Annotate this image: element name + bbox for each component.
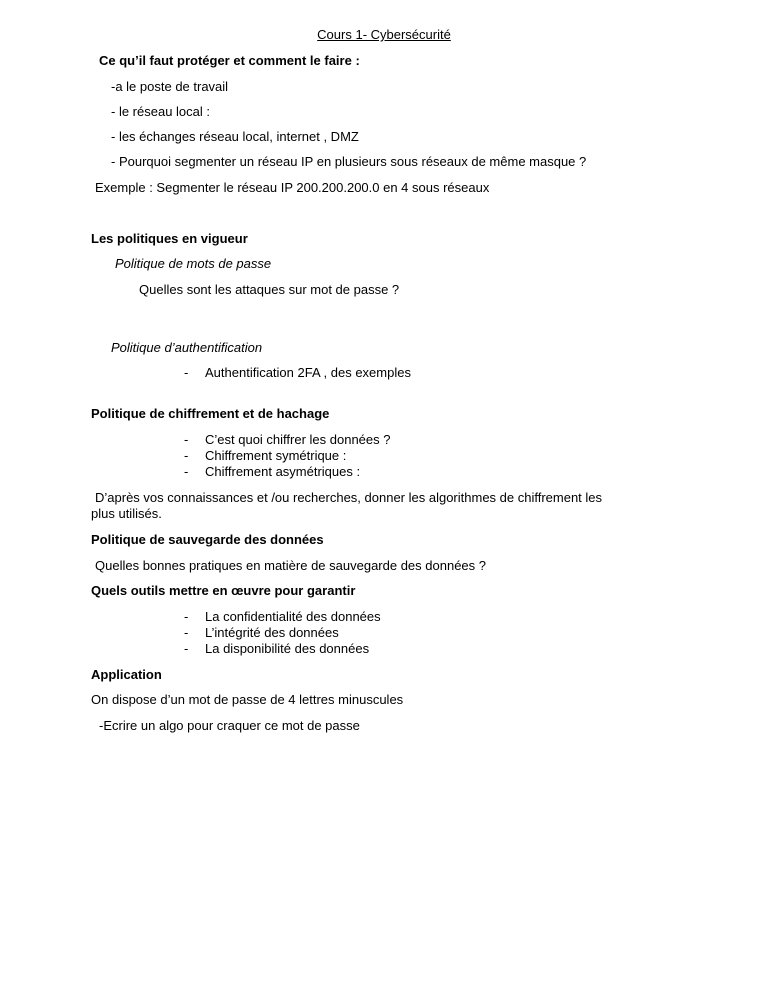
application-text: On dispose d’un mot de passe de 4 lettres minuscules xyxy=(91,692,404,707)
list-item-encrypt-question: C’est quoi chiffrer les données ? xyxy=(205,432,391,447)
list-dash: - xyxy=(184,625,189,640)
list-item-local-network: - le réseau local : xyxy=(111,104,210,119)
section-heading-tools: Quels outils mettre en œuvre pour garantir xyxy=(91,583,356,598)
list-dash: - xyxy=(184,641,189,656)
list-item-workstation: -a le poste de travail xyxy=(111,79,229,94)
list-item-integrity: L’intégrité des données xyxy=(205,625,339,640)
list-item-asymmetric: Chiffrement asymétriques : xyxy=(205,464,361,479)
section-heading-backup: Politique de sauvegarde des données xyxy=(91,532,324,547)
section-heading-protect: Ce qu’il faut protéger et comment le faire : xyxy=(99,53,360,68)
backup-question: Quelles bonnes pratiques en matière de sauvegarde des données ? xyxy=(95,558,486,573)
list-item-2fa: Authentification 2FA , des exemples xyxy=(205,365,411,380)
paragraph-algorithms-line1: D’après vos connaissances et /ou recherches, donner les algorithmes de chiffrement les xyxy=(95,490,603,505)
section-heading-application: Application xyxy=(91,667,162,682)
section-heading-encryption: Politique de chiffrement et de hachage xyxy=(91,406,330,421)
subheading-auth-policy: Politique d’authentification xyxy=(111,340,263,355)
list-item-exchanges: - les échanges réseau local, internet , DMZ xyxy=(111,129,359,144)
password-attacks-question: Quelles sont les attaques sur mot de passe ? xyxy=(139,282,400,297)
list-dash: - xyxy=(184,609,189,624)
section-heading-policies: Les politiques en vigueur xyxy=(91,231,248,246)
list-item-confidentiality: La confidentialité des données xyxy=(205,609,381,624)
list-item-segment-question: - Pourquoi segmenter un réseau IP en plusieurs sous réseaux de même masque ? xyxy=(111,154,587,169)
list-dash: - xyxy=(184,448,189,463)
list-item-availability: La disponibilité des données xyxy=(205,641,370,656)
page-title: Cours 1- Cybersécurité xyxy=(317,27,451,42)
list-dash: - xyxy=(184,365,189,380)
example-text: Exemple : Segmenter le réseau IP 200.200.200.0 en 4 sous réseaux xyxy=(95,180,490,195)
list-dash: - xyxy=(184,432,189,447)
application-task: -Ecrire un algo pour craquer ce mot de passe xyxy=(99,718,360,733)
paragraph-algorithms-line2: plus utilisés. xyxy=(91,506,162,521)
subheading-password-policy: Politique de mots de passe xyxy=(115,256,272,271)
list-item-symmetric: Chiffrement symétrique : xyxy=(205,448,347,463)
list-dash: - xyxy=(184,464,189,479)
